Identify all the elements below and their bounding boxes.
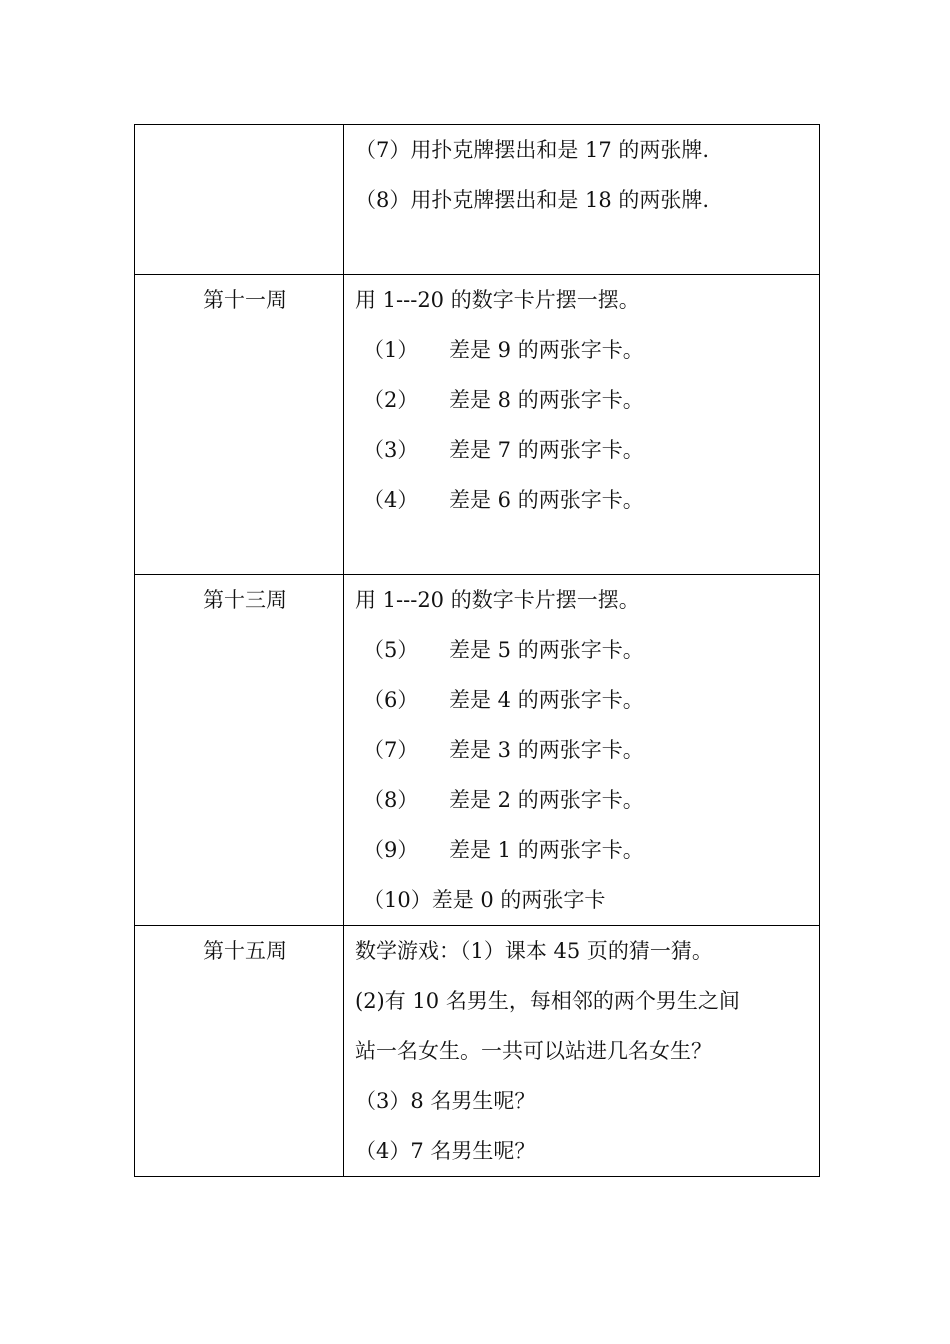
item-text: 差是 6 的两张字卡。 <box>449 488 644 512</box>
list-item: （10）差是 0 的两张字卡 <box>363 888 606 912</box>
item-text: 差是 2 的两张字卡。 <box>449 788 644 812</box>
table-row <box>135 125 820 275</box>
content-cell <box>344 926 820 1177</box>
list-item <box>355 825 813 875</box>
content-cell <box>344 275 820 575</box>
week-label: 第十一周 <box>203 288 287 312</box>
list-item <box>355 725 813 775</box>
list-item <box>355 625 813 675</box>
week-cell <box>135 926 344 1177</box>
item-number: （7） <box>363 738 419 762</box>
content-line: （7）用扑克牌摆出和是 17 的两张牌. <box>355 138 710 162</box>
week-cell <box>135 575 344 926</box>
week-cell <box>135 125 344 275</box>
item-number: （4） <box>363 488 419 512</box>
content-intro: 用 1---20 的数字卡片摆一摆。 <box>355 588 640 612</box>
list-item <box>355 325 813 375</box>
content-line: 站一名女生。一共可以站进几名女生？ <box>355 1039 712 1063</box>
content-cell <box>344 575 820 926</box>
content-intro: 用 1---20 的数字卡片摆一摆。 <box>355 288 640 312</box>
list-item <box>355 375 813 425</box>
table-row <box>135 575 820 926</box>
content-line: （8）用扑克牌摆出和是 18 的两张牌. <box>355 188 710 212</box>
content-line: （4）7 名男生呢？ <box>355 1139 536 1163</box>
item-number: （6） <box>363 688 419 712</box>
item-text: 差是 7 的两张字卡。 <box>449 438 644 462</box>
item-number: （9） <box>363 838 419 862</box>
list-item <box>355 425 813 475</box>
content-line: （3）8 名男生呢？ <box>355 1089 536 1113</box>
list-item <box>355 475 813 525</box>
content-cell <box>344 125 820 275</box>
item-number: （1） <box>363 338 419 362</box>
item-text: 差是 4 的两张字卡。 <box>449 688 644 712</box>
item-number: （8） <box>363 788 419 812</box>
list-item <box>355 775 813 825</box>
week-label: 第十五周 <box>203 939 287 963</box>
item-text: 差是 3 的两张字卡。 <box>449 738 644 762</box>
table-row <box>135 275 820 575</box>
item-text: 差是 5 的两张字卡。 <box>449 638 644 662</box>
content-line: (2)有 10 名男生，每相邻的两个男生之间 <box>355 989 740 1013</box>
item-number: （5） <box>363 638 419 662</box>
activity-table <box>134 124 820 1177</box>
item-text: 差是 1 的两张字卡。 <box>449 838 644 862</box>
week-cell <box>135 275 344 575</box>
week-label <box>147 125 343 175</box>
list-item <box>355 675 813 725</box>
item-number: （3） <box>363 438 419 462</box>
week-label: 第十三周 <box>203 588 287 612</box>
item-text: 差是 9 的两张字卡。 <box>449 338 644 362</box>
content-line: 数学游戏：（1）课本 45 页的猜一猜。 <box>355 939 713 963</box>
table-row <box>135 926 820 1177</box>
item-text: 差是 8 的两张字卡。 <box>449 388 644 412</box>
item-number: （2） <box>363 388 419 412</box>
